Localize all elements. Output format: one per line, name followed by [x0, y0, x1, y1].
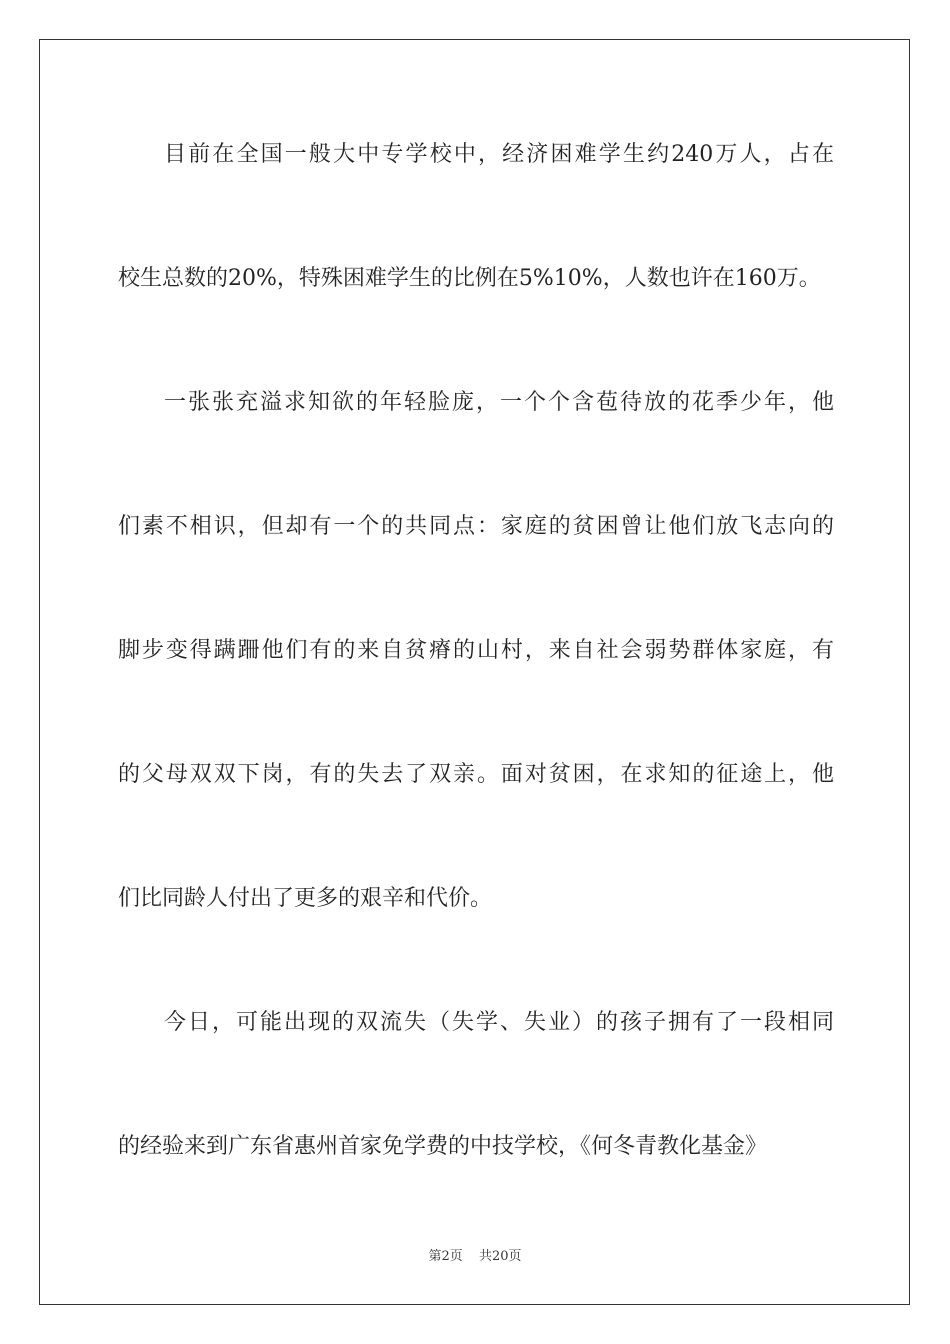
paragraph-3-line-1: 今日，可能出现的双流失（失学、失业）的孩子拥有了一段相同 — [164, 1010, 834, 1035]
paragraph-1-line-2: 校生总数的20%，特殊困难学生的比例在5%10%，人数也许在160万。 — [118, 266, 821, 291]
page-footer — [0, 1245, 950, 1264]
paragraph-2-line-3: 脚步变得蹒跚他们有的来自贫瘠的山村，来自社会弱势群体家庭，有 — [118, 638, 834, 663]
paragraph-1-line-1: 目前在全国一般大中专学校中，经济困难学生约240万人，占在 — [164, 142, 834, 167]
paragraph-2-line-1: 一张张充溢求知欲的年轻脸庞，一个个含苞待放的花季少年，他 — [164, 390, 834, 415]
page-number: 第2页 — [428, 1249, 463, 1264]
page-total: 共20页 — [478, 1249, 522, 1264]
paragraph-3-line-2: 的经验来到广东省惠州首家免学费的中技学校，《何冬青教化基金》 — [118, 1134, 768, 1159]
paragraph-2-line-2: 们素不相识，但却有一个的共同点：家庭的贫困曾让他们放飞志向的 — [118, 514, 834, 539]
document-body — [118, 124, 834, 1178]
paragraph-2-line-4: 的父母双双下岗，有的失去了双亲。面对贫困，在求知的征途上，他 — [118, 762, 834, 787]
paragraph-2-line-5: 们比同龄人付出了更多的艰辛和代价。 — [118, 886, 493, 911]
